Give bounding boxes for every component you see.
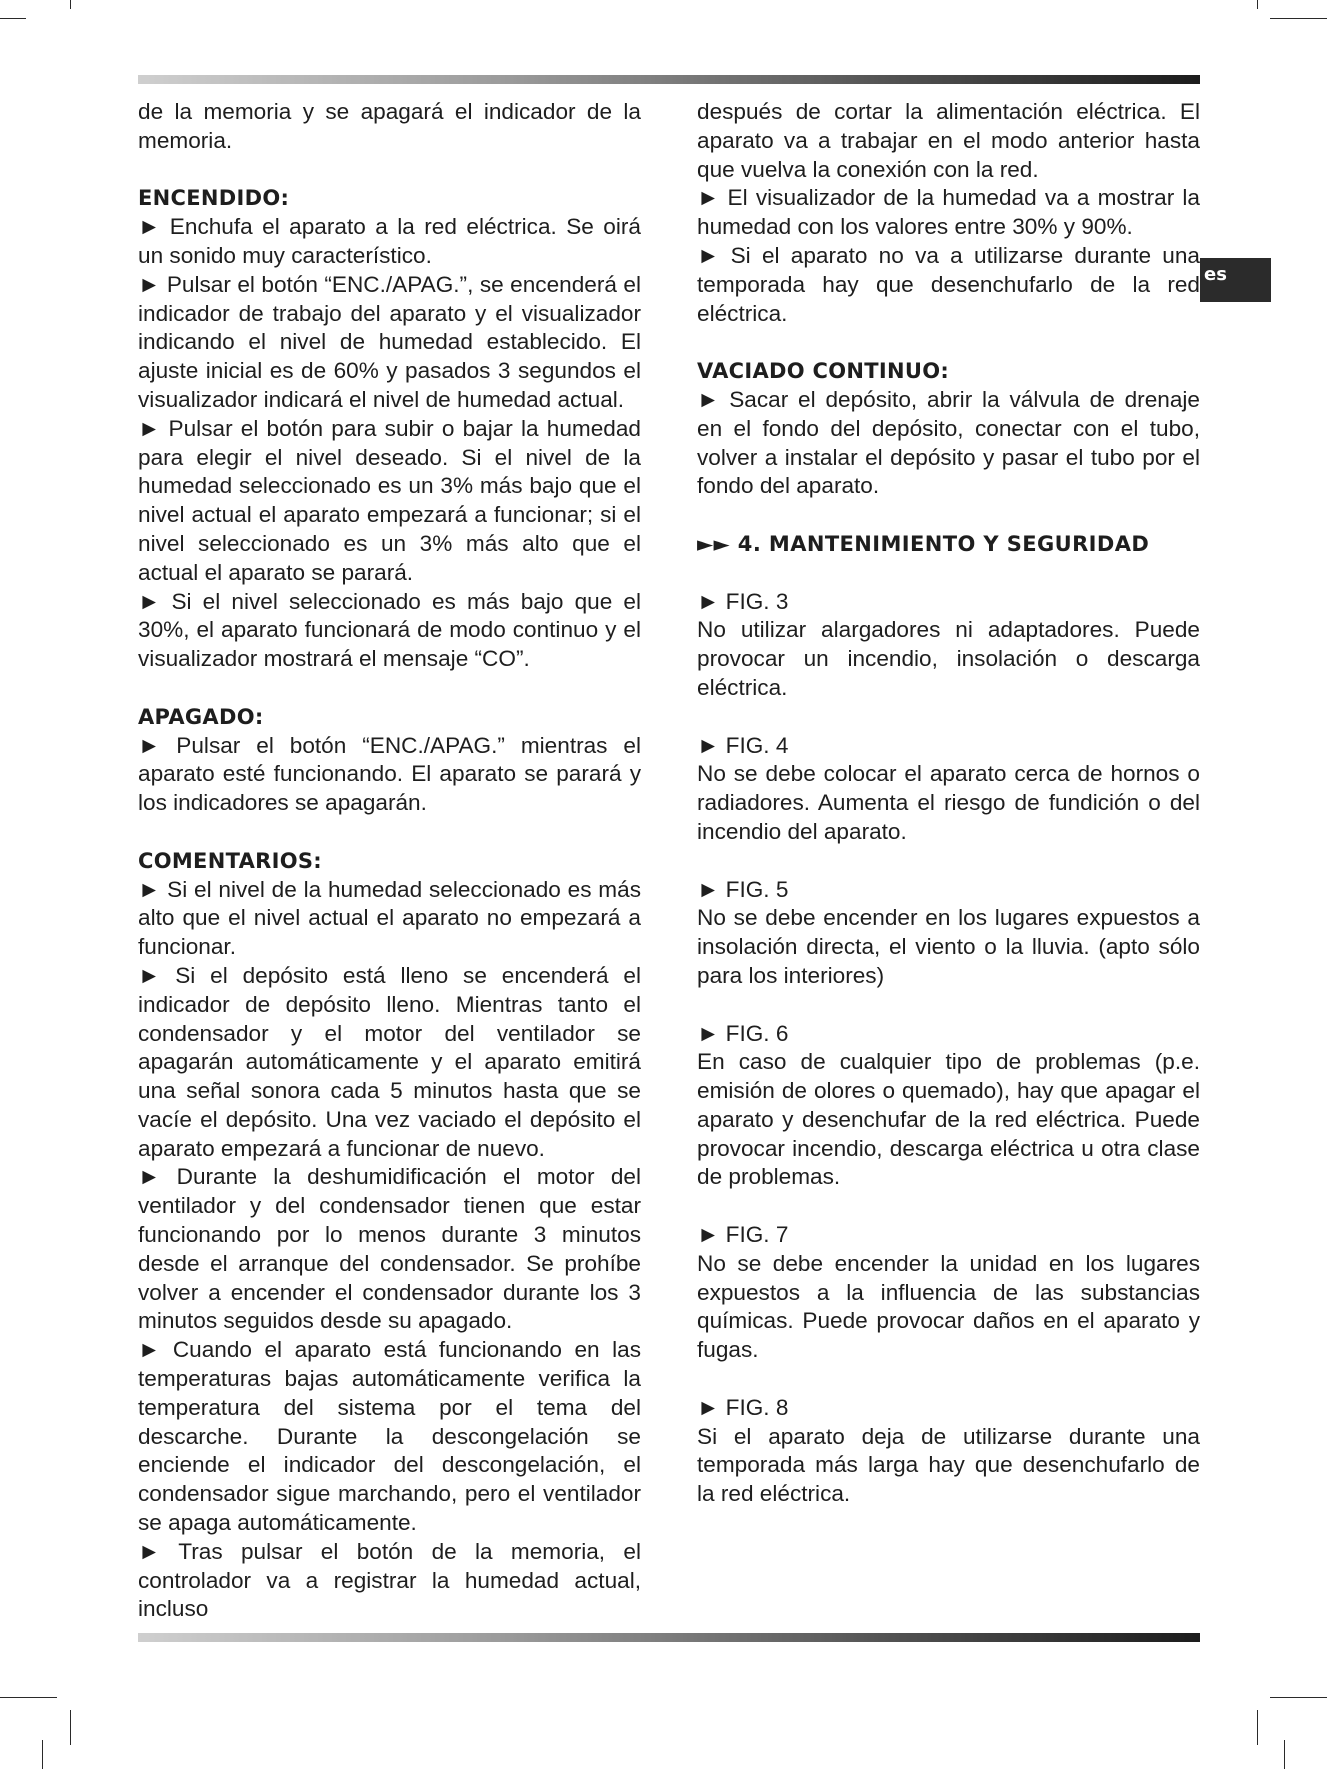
- section-heading: ►► 4. MANTENIMIENTO Y SEGURIDAD: [697, 531, 1150, 556]
- crop-mark: [1270, 18, 1327, 19]
- paragraph: ► Pulsar el botón “ENC./APAG.” mientras el aparato esté funcionando. El aparato se parará y los indicadores se apagarán.: [138, 732, 641, 816]
- crop-mark: [1284, 1740, 1285, 1769]
- paragraph: ► FIG. 8: [697, 1394, 789, 1420]
- paragraph: No se debe colocar el aparato cerca de hornos o radiadores. Aumenta el riesgo de fundición o del incendio del aparato.: [697, 761, 1200, 844]
- paragraph: ► Si el nivel de la humedad seleccionado es más alto que el nivel actual el aparato no empezará a funcionar.: [138, 876, 641, 960]
- paragraph: ► FIG. 7: [697, 1222, 789, 1248]
- paragraph: ► FIG. 6: [697, 1020, 789, 1046]
- top-gradient-bar: [138, 75, 1200, 84]
- paragraph: ► FIG. 3: [697, 588, 789, 614]
- paragraph: ► Enchufa el aparato a la red eléctrica. Se oirá un sonido muy característico.: [138, 214, 641, 268]
- paragraph: ► Cuando el aparato está funcionando en las temperaturas bajas automáticamente verifica la temperatura del sistema por el tema del descarche. Durante la descongelación se enciende el indicador del descongelación, el condensador sigue marchando, pero el ventilador se apaga automáticamente.: [138, 1337, 641, 1536]
- paragraph: En caso de cualquier tipo de problemas (p.e. emisión de olores o quemado), hay que apagar el aparato y desenchufar de la red eléctrica. Puede provocar incendio, descarga eléctrica u otra clase de problemas.: [697, 1049, 1200, 1190]
- paragraph: ► El visualizador de la humedad va a mostrar la humedad con los valores entre 30% y 90%.: [697, 185, 1200, 240]
- section-heading: COMENTARIOS:: [138, 848, 322, 873]
- crop-mark: [42, 1740, 43, 1769]
- section-heading: VACIADO CONTINUO:: [697, 359, 950, 384]
- paragraph: ► Pulsar el botón “ENC./APAG.”, se encenderá el indicador de trabajo del aparato y el visualizador indicando el nivel de humedad establecido. El ajuste inicial es de 60% y pasados 3 segundos el visualizador indicará el nivel de humedad actual.: [138, 271, 641, 412]
- crop-mark: [1270, 1697, 1327, 1698]
- paragraph: ► Durante la deshumidificación el motor del ventilador y del condensador tienen que estar funcionando por lo menos durante 3 minutos desde el arranque del condensador. Se prohíbe volver a encender el condensador durante los 3 minutos seguidos desde su apagado.: [138, 1164, 641, 1334]
- bottom-gradient-bar: [138, 1633, 1200, 1642]
- crop-mark: [0, 1697, 57, 1698]
- paragraph: ► Si el aparato no va a utilizarse durante una temporada hay que desenchufarlo de la red eléctrica.: [697, 242, 1200, 326]
- paragraph: ► FIG. 5: [697, 876, 789, 902]
- crop-mark: [1257, 0, 1258, 9]
- paragraph: ► FIG. 4: [697, 732, 789, 758]
- paragraph: ► Sacar el depósito, abrir la válvula de drenaje en el fondo del depósito, conectar con el tubo, volver a instalar el depósito y pasar el tubo por el fondo del aparato.: [697, 386, 1200, 499]
- paragraph: ► Si el nivel seleccionado es más bajo que el 30%, el aparato funcionará de modo continuo y el visualizador mostrará el mensaje “CO”.: [138, 588, 641, 672]
- language-tab: es: [1200, 258, 1271, 302]
- paragraph: Si el aparato deja de utilizarse durante una temporada más larga hay que desenchufarlo de la red eléctrica.: [697, 1423, 1200, 1507]
- paragraph: No se debe encender en los lugares expuestos a insolación directa, el viento o la lluvia. (apto sólo para los interiores): [697, 905, 1200, 988]
- paragraph: ► Pulsar el botón para subir o bajar la humedad para elegir el nivel deseado. Si el nivel de la humedad seleccionado es un 3% más bajo que el nivel actual el aparato empezará a funcionar; si el nivel seleccionado es un 3% más alto que el actual el aparato se parará.: [138, 415, 641, 585]
- paragraph: ► Tras pulsar el botón de la memoria, el controlador va a registrar la humedad actual, incluso: [138, 1538, 641, 1622]
- paragraph: ► Si el depósito está lleno se encenderá el indicador de depósito lleno. Mientras tanto el condensador y el motor del ventilador se apagarán automáticamente y el aparato emitirá una señal sonora cada 5 minutos hasta que se vacíe el depósito. Una vez vaciado el depósito el aparato empezará a funcionar de nuevo.: [138, 962, 641, 1161]
- crop-mark: [1257, 1710, 1258, 1745]
- right-column: [697, 98, 1200, 1509]
- paragraph: No se debe encender la unidad en los lugares expuestos a la influencia de las substancias químicas. Puede provocar daños en el aparato y fugas.: [697, 1250, 1200, 1363]
- paragraph: después de cortar la alimentación eléctrica. El aparato va a trabajar en el modo anterior hasta que vuelva la conexión con la red.: [697, 99, 1200, 182]
- section-heading: APAGADO:: [138, 704, 264, 729]
- left-column: [138, 98, 641, 1624]
- paragraph: de la memoria y se apagará el indicador de la memoria.: [138, 99, 641, 153]
- paragraph: No utilizar alargadores ni adaptadores. Puede provocar un incendio, insolación o descarga eléctrica.: [697, 617, 1200, 700]
- crop-mark: [0, 18, 26, 19]
- crop-mark: [70, 0, 71, 9]
- section-heading: ENCENDIDO:: [138, 186, 290, 211]
- crop-mark: [70, 1710, 71, 1745]
